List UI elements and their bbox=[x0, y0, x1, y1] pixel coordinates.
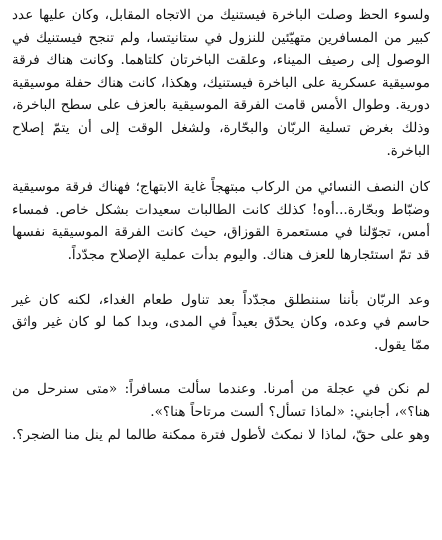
paragraph-3: وعد الربّان بأننا سننطلق مجدّداً بعد تناول طعام الغداء، لكنه كان غير حاسم في وعده، وكان يحدّق بعيداً في المدى، وبدا كما لو كان غير واثق ممّا يقول. bbox=[12, 291, 430, 353]
paragraph-1: ولسوء الحظ وصلت الباخرة فيستنيك من الاتجاه المقابل، وكان عليها عدد كبير من المسافرين متهيّئين للنزول في ستانيتسا، ولم تنجح فيستنيك في الوصول إلى رصيف الميناء، وعلقت الباخرتان كلتاهما. وكانت هناك فرقة موسيقية عسكرية على الباخرة فيستنيك، وهكذا، كانت هناك حفلة موسيقية دورية. وطوال الأمس قامت الفرقة الموسيقية بالعزف على سطح الباخرة، وذلك بغرض تسلية الربّان والبحّارة، ولشغل الوقت إلى أن يتمّ إصلاح الباخرة. bbox=[12, 7, 430, 159]
paragraph-2: كان النصف النسائي من الركاب مبتهجاً غاية الابتهاج؛ فهناك فرقة موسيقية وضبّاط وبحّارة...أوه! كذلك كانت الطالبات سعيدات بشكل خاص. فمساء أمس، تجوّلنا في مستعمرة القوزاق، حيث كانت الفرقة الموسيقية نفسها قد تمّ استئجارها للعزف هناك. واليوم بدأت عملية الإصلاح مجدّداً. bbox=[12, 179, 430, 263]
paragraph-4: لم نكن في عجلة من أمرنا. وعندما سألت مسافراً: «متى سنرحل من هنا؟»، أجابني: «لماذا تسأل؟ ألست مرتاحاً هنا؟». وهو على حقّ، لماذا لا نمكث لأطول فترة ممكنة طالما لم ينل منا الضجر؟. bbox=[12, 381, 430, 443]
